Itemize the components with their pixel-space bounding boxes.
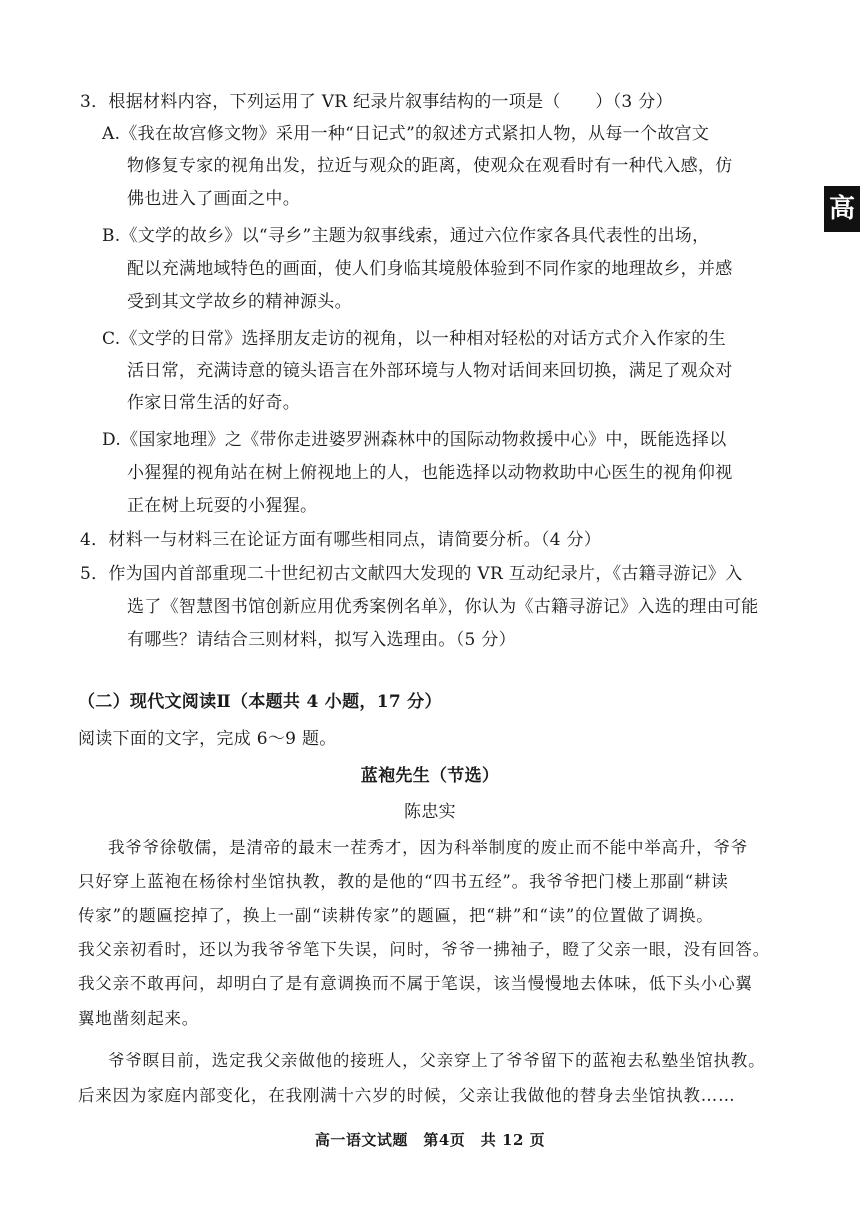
article-author: 陈忠实 bbox=[404, 802, 456, 822]
option-b-line-1[interactable]: B.《文学的故乡》以“寻乡”主题为叙事线索，通过六位作家各具代表性的出场， bbox=[102, 226, 710, 246]
page-footer: 高一语文试题 第4页 共 12 页 bbox=[314, 1131, 546, 1149]
section-heading: （二）现代文阅读Ⅱ（本题共 4 小题，17 分） bbox=[78, 692, 442, 712]
article-paragraph-1-line-4: 我父亲初看时，还以为我爷爷笔下失误，问时，爷爷一拂袖子，瞪了父亲一眼，没有回答。 bbox=[78, 940, 770, 959]
article-paragraph-1-line-6: 翼地凿刻起来。 bbox=[78, 1009, 200, 1028]
article-paragraph-2-line-2: 后来因为家庭内部变化，在我刚满十六岁的时候，父亲让我做他的替身去坐馆执教…… bbox=[78, 1086, 736, 1105]
question-5-line-2: 选了《智慧图书馆创新应用优秀案例名单》，你认为《古籍寻游记》入选的理由可能 bbox=[127, 597, 759, 617]
option-b-line-3: 受到其文学故乡的精神源头。 bbox=[127, 292, 352, 312]
article-paragraph-2-line-1: 爷爷瞑目前，选定我父亲做他的接班人，父亲穿上了爷爷留下的蓝袍去私塾坐馆执教。 bbox=[108, 1051, 766, 1070]
section-instruction: 阅读下面的文字，完成 6～9 题。 bbox=[78, 729, 337, 749]
option-c-line-3: 作家日常生活的好奇。 bbox=[127, 393, 300, 413]
article-paragraph-1-line-3: 传家”的题匾挖掉了，换上一副“读耕传家”的题匾，把“耕”和“读”的位置做了调换。 bbox=[78, 906, 714, 925]
article-paragraph-1-line-1: 我爷爷徐敬儒，是清帝的最末一茬秀才，因为科举制度的废止而不能中举高升，爷爷 bbox=[108, 838, 749, 857]
option-d-line-2: 小猩猩的视角站在树上俯视地上的人，也能选择以动物救助中心医生的视角仰视 bbox=[127, 463, 733, 483]
option-b-line-2: 配以充满地域特色的画面，使人们身临其境般体验到不同作家的地理故乡，并感 bbox=[127, 259, 733, 279]
question-5-line-1: 5．作为国内首部重现二十世纪初古文献四大发现的 VR 互动纪录片，《古籍寻游记》入 bbox=[80, 564, 743, 584]
article-paragraph-1-line-2: 只好穿上蓝袍在杨徐村坐馆执教，教的是他的“四书五经”。我爷爷把门楼上那副“耕读 bbox=[78, 872, 729, 891]
option-a-line-2: 物修复专家的视角出发，拉近与观众的距离，使观众在观看时有一种代入感，仿 bbox=[127, 156, 733, 176]
side-tab-marker: 高 bbox=[824, 186, 860, 232]
article-paragraph-1-line-5: 我父亲不敢再问，却明白了是有意调换而不属于笔误，该当慢慢地去体味，低下头小心翼 bbox=[78, 974, 753, 993]
option-a-line-1[interactable]: A.《我在故宫修文物》采用一种“日记式”的叙述方式紧扣人物，从每一个故宫文 bbox=[102, 124, 710, 144]
option-c-line-1[interactable]: C.《文学的日常》选择朋友走访的视角，以一种相对轻松的对话方式介入作家的生 bbox=[102, 329, 726, 349]
question-3-stem: 3．根据材料内容，下列运用了 VR 纪录片叙事结构的一项是（ ）（3 分） bbox=[80, 92, 673, 112]
option-d-line-3: 正在树上玩耍的小猩猩。 bbox=[127, 496, 318, 516]
option-c-line-2: 活日常，充满诗意的镜头语言在外部环境与人物对话间来回切换，满足了观众对 bbox=[127, 361, 733, 381]
question-5-line-3: 有哪些？请结合三则材料，拟写入选理由。（5 分） bbox=[127, 630, 516, 650]
article-title: 蓝袍先生（节选） bbox=[360, 766, 500, 786]
question-4: 4．材料一与材料三在论证方面有哪些相同点，请简要分析。（4 分） bbox=[80, 530, 602, 550]
option-a-line-3: 佛也进入了画面之中。 bbox=[127, 189, 300, 209]
option-d-line-1[interactable]: D.《国家地理》之《带你走进婆罗洲森林中的国际动物救援中心》中，既能选择以 bbox=[102, 430, 727, 450]
